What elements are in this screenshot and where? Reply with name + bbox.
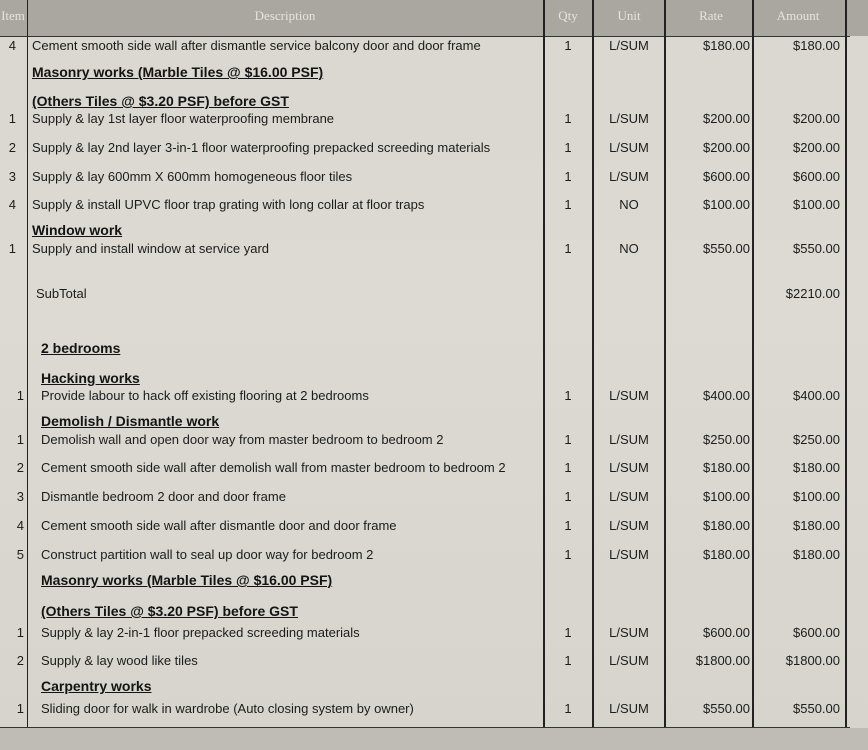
item-description: Cement smooth side wall after dismantle door and door frame — [41, 518, 397, 533]
section-heading: Hacking works — [41, 370, 140, 386]
item-qty: 1 — [564, 547, 572, 562]
item-rate: $200.00 — [703, 140, 750, 155]
column-rule — [27, 0, 28, 728]
item-description: Construct partition wall to seal up door way for bedroom 2 — [41, 547, 374, 562]
subtotal-amount: $2210.00 — [785, 286, 840, 301]
section-heading: Demolish / Dismantle work — [41, 413, 220, 429]
item-rate: $250.00 — [703, 432, 750, 447]
item-unit: NO — [619, 197, 639, 212]
item-qty: 1 — [564, 432, 572, 447]
item-amount: $550.00 — [793, 241, 840, 256]
item-number: 2 — [16, 653, 24, 668]
item-description: Cement smooth side wall after demolish wall from master bedroom to bedroom 2 — [41, 460, 506, 475]
item-unit: L/SUM — [609, 38, 649, 53]
column-rule — [752, 0, 754, 728]
item-rate: $100.00 — [703, 197, 750, 212]
item-description: Dismantle bedroom 2 door and door frame — [41, 489, 286, 504]
item-unit: L/SUM — [609, 169, 649, 184]
item-qty: 1 — [564, 653, 572, 668]
item-description: Supply & lay 1st layer floor waterproofing membrane — [32, 111, 335, 126]
header-amount: Amount — [776, 8, 820, 23]
item-description: Supply & lay 2-in-1 floor prepacked screeding materials — [41, 625, 360, 640]
section-heading: 2 bedrooms — [41, 340, 121, 356]
item-unit: L/SUM — [609, 140, 649, 155]
item-rate: $400.00 — [703, 388, 750, 403]
item-unit: L/SUM — [609, 547, 649, 562]
item-qty: 1 — [564, 460, 572, 475]
section-heading: (Others Tiles @ $3.20 PSF) before GST — [41, 603, 298, 619]
item-unit: L/SUM — [609, 460, 649, 475]
item-amount: $200.00 — [793, 140, 840, 155]
item-description: Cement smooth side wall after dismantle service balcony door and door frame — [32, 38, 481, 53]
column-rule — [592, 0, 594, 728]
item-number: 4 — [16, 518, 24, 533]
item-amount: $100.00 — [793, 197, 840, 212]
table-header — [0, 0, 868, 36]
item-description: Sliding door for walk in wardrobe (Auto closing system by owner) — [41, 701, 414, 716]
item-amount: $1800.00 — [785, 653, 840, 668]
item-amount: $550.00 — [793, 701, 840, 716]
item-amount: $250.00 — [793, 432, 840, 447]
item-unit: L/SUM — [609, 701, 649, 716]
item-number: 1 — [16, 625, 24, 640]
item-rate: $200.00 — [703, 111, 750, 126]
item-amount: $600.00 — [793, 169, 840, 184]
item-unit: L/SUM — [609, 432, 649, 447]
subtotal-label: SubTotal — [36, 286, 87, 301]
item-number: 4 — [8, 38, 16, 53]
item-amount: $180.00 — [793, 518, 840, 533]
item-rate: $100.00 — [703, 489, 750, 504]
item-qty: 1 — [564, 625, 572, 640]
header-rate: Rate — [699, 8, 723, 23]
header-description: Description — [254, 8, 316, 23]
item-qty: 1 — [564, 701, 572, 716]
section-heading: Masonry works (Marble Tiles @ $16.00 PSF) — [41, 572, 333, 588]
item-amount: $180.00 — [793, 38, 840, 53]
item-number: 5 — [16, 547, 24, 562]
item-qty: 1 — [564, 197, 572, 212]
item-qty: 1 — [564, 111, 572, 126]
item-unit: L/SUM — [609, 518, 649, 533]
item-number: 1 — [8, 241, 16, 256]
item-number: 1 — [16, 432, 24, 447]
header-item: Item — [1, 8, 25, 23]
item-unit: L/SUM — [609, 388, 649, 403]
item-number: 3 — [16, 489, 24, 504]
column-rule — [664, 0, 666, 728]
section-heading: Masonry works (Marble Tiles @ $16.00 PSF) — [32, 64, 324, 80]
item-rate: $600.00 — [703, 625, 750, 640]
item-rate: $180.00 — [703, 518, 750, 533]
item-qty: 1 — [564, 38, 572, 53]
item-description: Supply & install UPVC floor trap grating with long collar at floor traps — [32, 197, 425, 212]
item-unit: L/SUM — [609, 625, 649, 640]
section-heading: Window work — [32, 222, 123, 238]
item-description: Supply & lay 600mm X 600mm homogeneous floor tiles — [32, 169, 353, 184]
item-rate: $600.00 — [703, 169, 750, 184]
item-amount: $400.00 — [793, 388, 840, 403]
item-qty: 1 — [564, 140, 572, 155]
item-unit: L/SUM — [609, 111, 649, 126]
item-number: 1 — [8, 111, 16, 126]
item-description: Supply & lay 2nd layer 3-in-1 floor waterproofing prepacked screeding materials — [32, 140, 491, 155]
item-number: 1 — [16, 388, 24, 403]
item-number: 1 — [16, 701, 24, 716]
item-unit: L/SUM — [609, 653, 649, 668]
item-description: Supply & lay wood like tiles — [41, 653, 198, 668]
item-qty: 1 — [564, 388, 572, 403]
column-rule — [543, 0, 545, 728]
item-qty: 1 — [564, 518, 572, 533]
item-rate: $550.00 — [703, 241, 750, 256]
item-number: 3 — [8, 169, 16, 184]
item-qty: 1 — [564, 489, 572, 504]
section-heading: (Others Tiles @ $3.20 PSF) before GST — [32, 93, 289, 109]
item-description: Provide labour to hack off existing flooring at 2 bedrooms — [41, 388, 369, 403]
header-divider — [0, 36, 850, 37]
item-amount: $100.00 — [793, 489, 840, 504]
header-qty: Qty — [558, 8, 578, 23]
item-rate: $180.00 — [703, 460, 750, 475]
item-amount: $600.00 — [793, 625, 840, 640]
item-rate: $550.00 — [703, 701, 750, 716]
item-number: 4 — [8, 197, 16, 212]
item-amount: $180.00 — [793, 547, 840, 562]
item-unit: L/SUM — [609, 489, 649, 504]
page-edge — [0, 728, 868, 750]
header-unit: Unit — [617, 8, 641, 23]
item-qty: 1 — [564, 241, 572, 256]
item-unit: NO — [619, 241, 639, 256]
item-rate: $180.00 — [703, 547, 750, 562]
item-rate: $180.00 — [703, 38, 750, 53]
column-rule — [845, 0, 847, 728]
item-amount: $200.00 — [793, 111, 840, 126]
item-number: 2 — [16, 460, 24, 475]
item-amount: $180.00 — [793, 460, 840, 475]
item-rate: $1800.00 — [695, 653, 750, 668]
section-heading: Carpentry works — [41, 678, 152, 694]
item-description: Demolish wall and open door way from master bedroom to bedroom 2 — [41, 432, 444, 447]
item-qty: 1 — [564, 169, 572, 184]
item-number: 2 — [8, 140, 16, 155]
item-description: Supply and install window at service yard — [32, 241, 270, 256]
